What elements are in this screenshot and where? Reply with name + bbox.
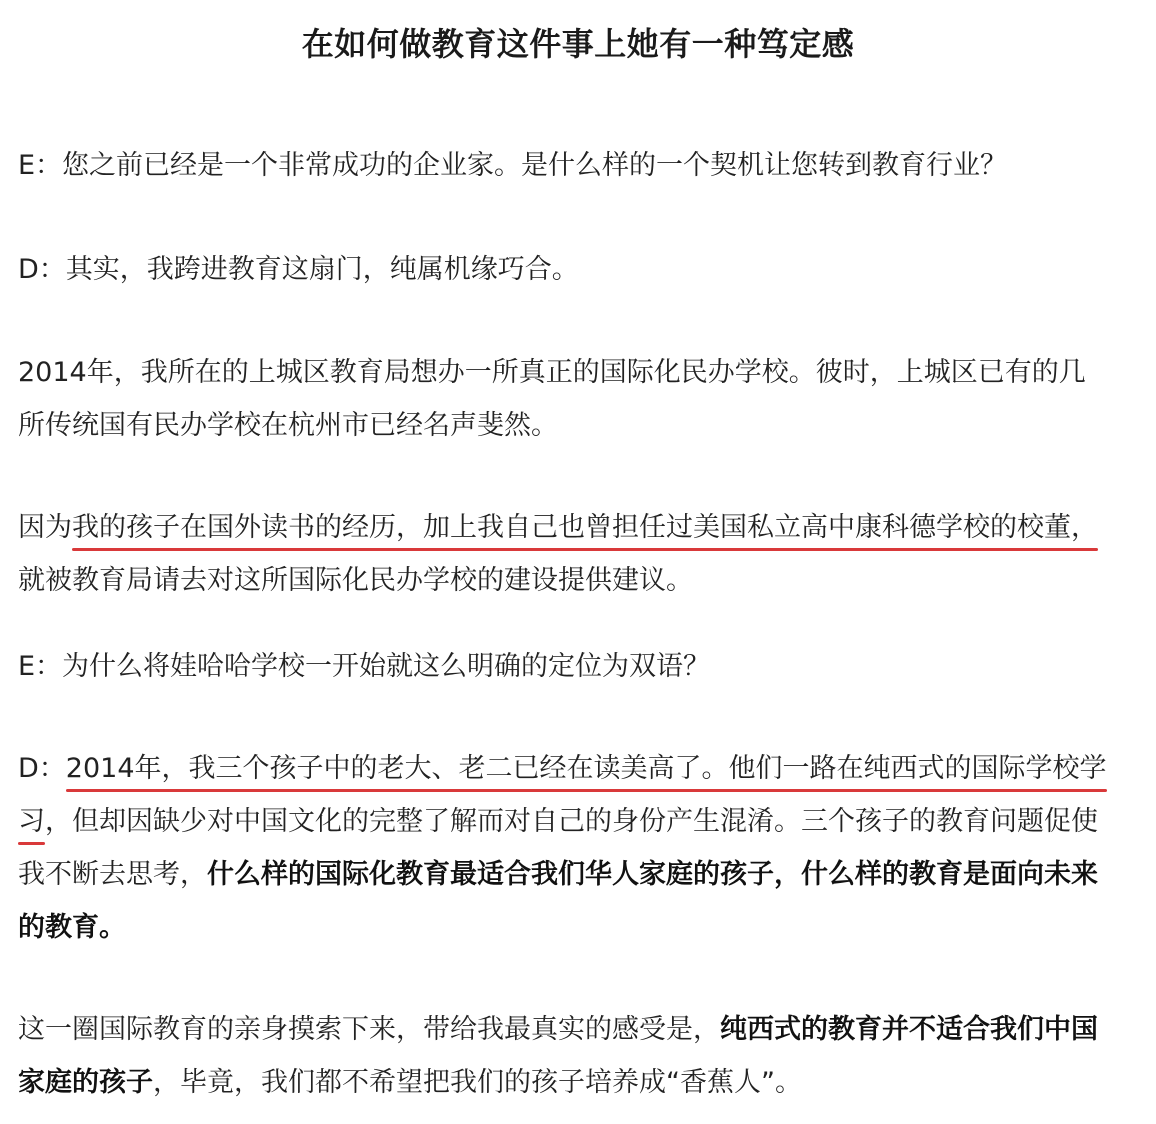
text-line (18, 742, 1138, 795)
text-span: 这一圈国际教育的亲身摸索下来，带给我最真实的感受是， (18, 1014, 720, 1045)
text-span: 我不断去思考， (18, 859, 207, 890)
text-line (18, 901, 1138, 954)
paragraph-question-2 (18, 640, 1138, 693)
bold-text: 什么样的国际化教育最适合我们华人家庭的孩子，什么样的教育是面向未来 (207, 859, 1098, 890)
text-line: 2014年，我所在的上城区教育局想办一所真正的国际化民办学校。彼时，上城区已有的几 (18, 357, 1086, 388)
underlined-text: 习 (18, 806, 45, 837)
text-line: D：其实，我跨进教育这扇门，纯属机缘巧合。 (18, 254, 579, 285)
text-span: 因为 (18, 512, 72, 543)
paragraph-conclusion (18, 1003, 1138, 1109)
bold-text: 纯西式的教育并不适合我们中国 (720, 1014, 1098, 1045)
article-title: 在如何做教育这件事上她有一种笃定感 (301, 25, 855, 63)
paragraph-background (18, 346, 1138, 452)
text-line (18, 1056, 1138, 1109)
paragraph-answer-2 (18, 742, 1138, 954)
text-line (18, 501, 1138, 554)
text-line (18, 795, 1138, 848)
paragraph-answer-1 (18, 243, 1138, 296)
paragraph-reason (18, 501, 1138, 607)
paragraph-question-1 (18, 139, 1138, 192)
text-span: ，但却因缺少对中国文化的完整了解而对自己的身份产生混淆。三个孩子的教育问题促使 (45, 806, 1098, 837)
text-line (18, 1003, 1138, 1056)
text-span: D： (18, 753, 66, 784)
bold-text: 家庭的孩子 (18, 1067, 153, 1098)
text-line (18, 848, 1138, 901)
text-line: E：为什么将娃哈哈学校一开始就这么明确的定位为双语？ (18, 651, 711, 682)
text-line: E：您之前已经是一个非常成功的企业家。是什么样的一个契机让您转到教育行业？ (18, 150, 1008, 181)
underlined-text: 2014年，我三个孩子中的老大、老二已经在读美高了。他们一路在纯西式的国际学校学 (65, 753, 1107, 784)
text-span: ，毕竟，我们都不希望把我们的孩子培养成“香蕉人”。 (153, 1067, 802, 1098)
bold-text: 的教育。 (18, 912, 126, 943)
text-line: 就被教育局请去对这所国际化民办学校的建设提供建议。 (18, 565, 693, 596)
underlined-text: 我的孩子在国外读书的经历，加上我自己也曾担任过美国私立高中康科德学校的校董， (72, 512, 1098, 543)
text-line: 所传统国有民办学校在杭州市已经名声斐然。 (18, 410, 558, 441)
